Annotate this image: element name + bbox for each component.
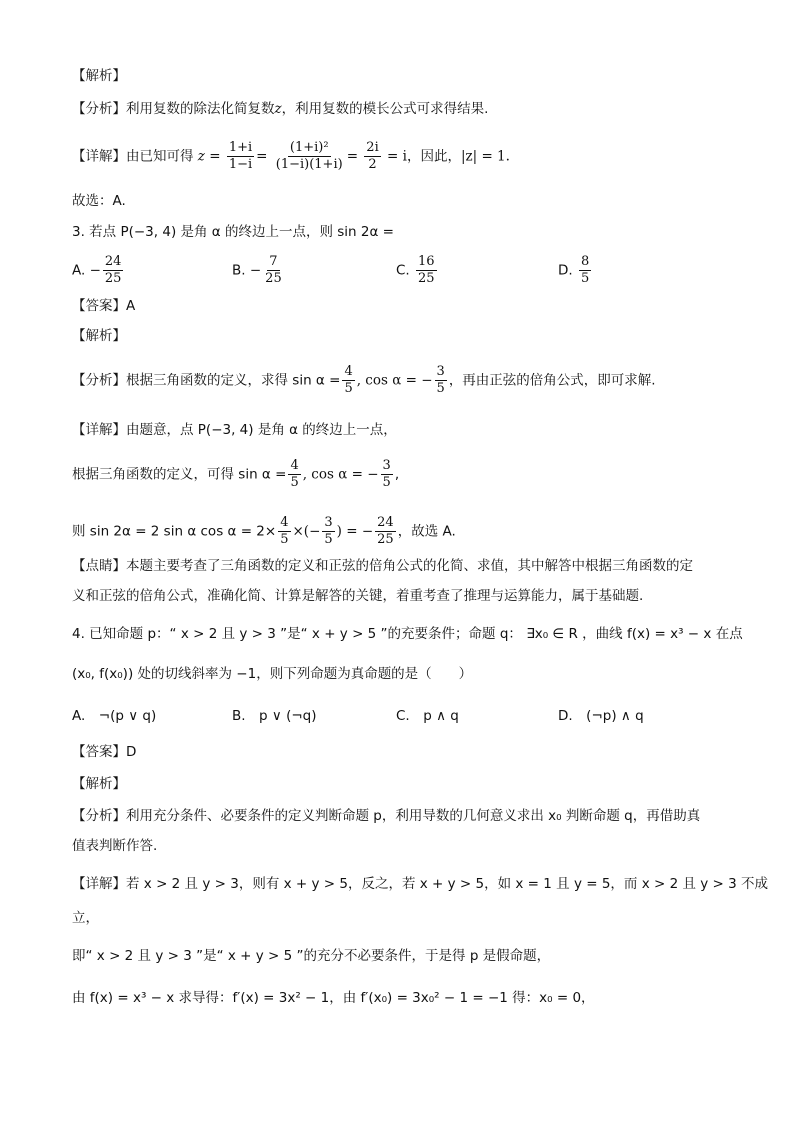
fraction: $\frac{\text{(1+i)²}}{(1-i)(1+i)}$ bbox=[275, 140, 343, 172]
q3-option-d: D. $\frac{8}{5}$ bbox=[558, 254, 590, 286]
fraction: $\frac{24}{25}$ bbox=[377, 515, 394, 547]
detail-line-q2: 【详解】由已知可得 z = $\frac{1+i}{1-i}$ = $\frac{\text{(1+i)²}}{(1-i)(1+i)}$ = $\frac{2i}{2}$ = i，因此，|z| = 1. bbox=[72, 140, 510, 172]
comment-line-q3-1: 【点睛】本题主要考查了三角函数的定义和正弦的倍角公式的化简、求值，其中解答中根据三角函数的定 bbox=[72, 558, 693, 574]
fraction: $\frac{3}{5}$ bbox=[324, 515, 333, 547]
analysis-line-q4-2: 值表判断作答. bbox=[72, 838, 158, 854]
detail-line-q4-1: 【详解】若 x > 2 且 y > 3，则有 x + y > 5，反之，若 x + y > 5，如 x = 1 且 y = 5，而 x > 2 且 y > 3 不成 bbox=[72, 876, 769, 892]
comment-line-q3-2: 义和正弦的倍角公式，准确化简、计算是解答的关键，着重考查了推理与运算能力，属于基础题. bbox=[72, 588, 644, 604]
answer-choice-line: 故选：A. bbox=[72, 193, 126, 209]
question-4-stem-1: 4. 已知命题 p：“ x > 2 且 y > 3 ”是“ x + y > 5 ”的充要条件；命题 q： ∃x₀ ∈ R ，曲线 f(x) = x³ − x 在点 bbox=[72, 626, 743, 642]
question-4-stem-2: (x₀, f(x₀)) 处的切线斜率为 −1，则下列命题为真命题的是（ ） bbox=[72, 666, 473, 682]
analysis-line-q2: 【分析】利用复数的除法化简复数z，利用复数的模长公式可求得结果. bbox=[72, 101, 489, 117]
fraction: $\frac{7}{25}$ bbox=[265, 254, 282, 286]
answer-q4: 【答案】D bbox=[72, 744, 137, 760]
fraction: $\frac{4}{5}$ bbox=[344, 364, 353, 396]
q3-option-c: C. $\frac{16}{25}$ bbox=[396, 254, 435, 286]
detail-line-q3-1: 【详解】由题意，点 P(−3, 4) 是角 α 的终边上一点， bbox=[72, 422, 397, 438]
section-heading-jiexi-q4: 【解析】 bbox=[72, 776, 126, 792]
fraction: $\frac{4}{5}$ bbox=[280, 515, 289, 547]
q3-option-a: A. − $\frac{24}{25}$ bbox=[72, 254, 122, 286]
answer-q3: 【答案】A bbox=[72, 298, 136, 314]
analysis-line-q4-1: 【分析】利用充分条件、必要条件的定义判断命题 p，利用导数的几何意义求出 x₀ 判断命题 q，再借助真 bbox=[72, 808, 701, 824]
analysis-line-q3: 【分析】根据三角函数的定义，求得 sin α = $\frac{4}{5}$ , cos α = − $\frac{3}{5}$ ，再由正弦的倍角公式，即可求解. bbox=[72, 364, 656, 396]
detail-line-q3-3: 则 sin 2α = 2 sin α cos α = 2× $\frac{4}{5}$ ×(− $\frac{3}{5}$ ) = − $\frac{24}{25}$ ，故选 A. bbox=[72, 515, 456, 547]
detail-line-q4-2: 立， bbox=[72, 910, 99, 926]
question-3-stem: 3. 若点 P(−3, 4) 是角 α 的终边上一点，则 sin 2α = bbox=[72, 224, 394, 240]
q4-option-a: A. ¬(p ∨ q) bbox=[72, 708, 157, 724]
detail-line-q4-3: 即“ x > 2 且 y > 3 ”是“ x + y > 5 ”的充分不必要条件，于是得 p 是假命题， bbox=[72, 948, 551, 964]
q4-option-c: C. p ∧ q bbox=[396, 708, 459, 724]
fraction: $\frac{8}{5}$ bbox=[580, 254, 590, 286]
fraction: $\frac{4}{5}$ bbox=[290, 458, 299, 490]
q3-option-b: B. − $\frac{7}{25}$ bbox=[232, 254, 282, 286]
q4-option-b: B. p ∨ (¬q) bbox=[232, 708, 317, 724]
detail-line-q3-2: 根据三角函数的定义，可得 sin α = $\frac{4}{5}$ , cos α = − $\frac{3}{5}$ , bbox=[72, 458, 400, 490]
fraction: $\frac{24}{25}$ bbox=[104, 254, 122, 286]
fraction: $\frac{3}{5}$ bbox=[382, 458, 391, 490]
fraction: $\frac{2i}{2}$ bbox=[366, 140, 379, 172]
section-heading-jiexi: 【解析】 bbox=[72, 68, 126, 84]
q4-option-d: D. (¬p) ∧ q bbox=[558, 708, 644, 724]
detail-line-q4-4: 由 f(x) = x³ − x 求导得：f′(x) = 3x² − 1，由 f′(x₀) = 3x₀² − 1 = −1 得：x₀ = 0， bbox=[72, 990, 595, 1006]
fraction: $\frac{1+i}{1-i}$ bbox=[228, 140, 253, 172]
fraction: $\frac{16}{25}$ bbox=[418, 254, 435, 286]
fraction: $\frac{3}{5}$ bbox=[436, 364, 445, 396]
section-heading-jiexi-q3: 【解析】 bbox=[72, 328, 126, 344]
